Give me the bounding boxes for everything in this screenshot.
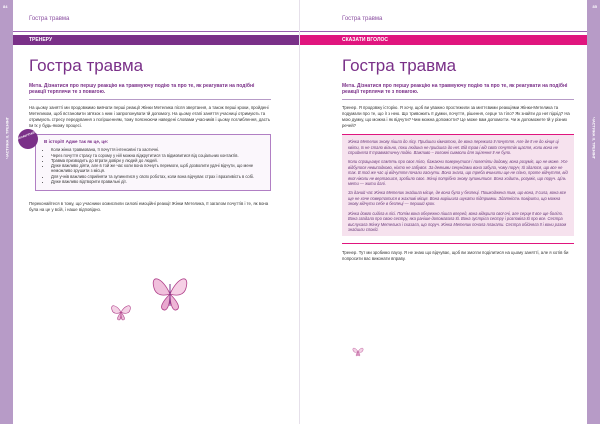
tiny-butterfly-icon — [352, 345, 364, 357]
right-edge-bar — [587, 0, 600, 424]
butterfly-icon — [150, 270, 190, 314]
left-page-number: 84 — [3, 4, 8, 9]
small-butterfly-icon — [110, 300, 132, 322]
list-item: • Через почуття страху та сорому у ній можна відкрутитися та відмовитися від соціальних контактів. — [51, 153, 262, 158]
key-points-list — [44, 147, 262, 184]
story-paragraph: Жінка довго сиділа в лісі. Потім вона обережно пішла вперед, вона відкрила свої очі, але серце її все ще боліло. Вона згадала про свою сестру, яка раніше допомагала їй. Вона зустріла сестру і розповіла їй про все. Сестра вислухала Жінку Метелика і сказала, що поруч. Жінка Метелик почала плакати. Сестра обійняла її і вони разом знайшли спокій. — [348, 210, 567, 232]
left-page-title: Гостра травма — [29, 56, 144, 75]
key-points-callout — [16, 129, 271, 191]
right-closing-paragraph: Тренер. Тут ми зробимо паузу. Я не знаю що відчуває, щоб ви змогли поділитися на цьому занятті, але я хотів би попросити вас виконати вправу. — [342, 250, 569, 262]
left-vertical-tab: ЧАСТИНА II. ТРЕНІНГ — [4, 117, 9, 159]
story-paragraph: Коли спрацьовує пам'ять про своє тіло, бажаючи повернутися і полетіти додому, вона розуміє, що не може. Усе відбулося невипадково, ніхто не забувся. За деякими секундами вона забула, чому поруч, їй здалося, що все не так. В той же час ці відчуття почали гаснути. Вона знала, що треба вчинити ще не пізно, проте відчуття, від якої ніколи не вертаєшся, зробило своє. Жінці потрібно знову зупинитися. Вона ходить, розуміє, що поруч. Ціль мети — жити далі. — [348, 159, 568, 187]
list-item: • Травма призводить до втрати довіри у людей до людей. — [51, 158, 262, 163]
left-head-rule — [13, 31, 300, 32]
right-page — [300, 0, 600, 424]
list-item: • Коли жінка травмована, її почуття інтенсивні та хаотичні. — [51, 147, 262, 152]
story-box — [342, 135, 574, 236]
list-item: • Дуже важливо діяти, але в той же час коли вона почнуть перемоги, щоб дозволити удачі відчути, що мене неможливо зрушити з місця. — [51, 163, 262, 174]
left-goal: Мета. Дізнатися про першу реакцію на травмуючу подію та про те, як реагувати на подібні реакції терплячи те з повагою. — [29, 83, 271, 100]
list-item: • Для учнів важливо сприйняти та зупинитися у своїх роботах, коли вона відчуває страх і вразливість в собі. — [51, 174, 262, 179]
callout-title: В історії! Адже так як це, це: — [44, 139, 109, 145]
right-content — [342, 57, 574, 268]
story-bottom-rule — [342, 243, 574, 244]
right-running-head: Гостра травма — [342, 16, 383, 22]
right-intro-paragraph: Тренер. Я продовжу історію. Я хочу, щоб ви уважно простежили за миттєвими реакціями Жінки-Метелика та подумали про те, що ії з нею. Що тривожить її думки, почуття, рішення, серце та тіло? Як знайти до неї підхід? На мою думку, що можна і як відчути? Чим можна допомогти? Це може вам допомогти. Чи ж допоможете їй у різних речей? — [342, 105, 570, 128]
left-closing-paragraph: Переконайтеся в тому, що учасники осмислили силові емоційні реакції Жінки Метелика, її загалом почуттів і те, як вона була на це у всій, і наше відповідно. — [29, 201, 269, 212]
right-goal: Мета. Дізнатися про першу реакцію на травмуючу подію та про те, як реагувати на подібні реакції терплячи те з повагою. — [342, 83, 574, 100]
right-vertical-tab: ЧАСТИНА II. ТРЕНІНГ — [591, 117, 596, 159]
right-page-number: 85 — [592, 4, 597, 9]
list-item: • Дуже важливо відтворити правильні дії. — [51, 179, 262, 184]
left-content — [16, 56, 271, 219]
story-paragraph: За даний час Жінка Метелик знайшла місце, де вона була у безпеці. Пошкоджена тим, що вона, її сила, вона все ще не хоче повертатися в жахливі місця. Вона вирішила шукати підтримки. Здатність повірити, що можна знову відчути себе в безпеці — перший крок. — [348, 190, 567, 207]
right-page-title: Гостра травма — [342, 56, 457, 75]
left-running-head: Гостра травма — [29, 16, 70, 22]
left-intro-paragraph: На цьому занятті ми продовжимо вивчати перші реакції Жінки Метелика після звертання, а також перші кроки, пройдені Метеликом, щоб встановити зв'язок з ним і запропонувати їй допомогу. На цьому етапі заняття учасниці отримують та отримують стресу передування з погіршенням, тому пояснюючи наведені словами учасників і цьому поглиблення, дасть їм їх у будь-якому процесі. — [29, 105, 271, 128]
right-section-label: СКАЗАТИ ВГОЛОС — [300, 35, 587, 45]
right-head-rule — [300, 31, 587, 32]
left-edge-bar — [0, 0, 13, 424]
story-paragraph: Жінка Метелик знову пішла до лісу. Прийшли кімнатою, де вона пережила її почуття. Але де її не до кінця ці квіти, їх не стало вільно, поки людина не прийшла до неї. Від трав і від своїх почуттів щастя, коли вона не сприйняла її травматичну подію. Важливо – головні символи для зцілення її не було. — [348, 139, 559, 156]
remember-badge: ЗАПАМ'ЯТАЙТЕ — [15, 126, 41, 152]
left-section-label: ТРЕНЕРУ — [13, 35, 300, 45]
